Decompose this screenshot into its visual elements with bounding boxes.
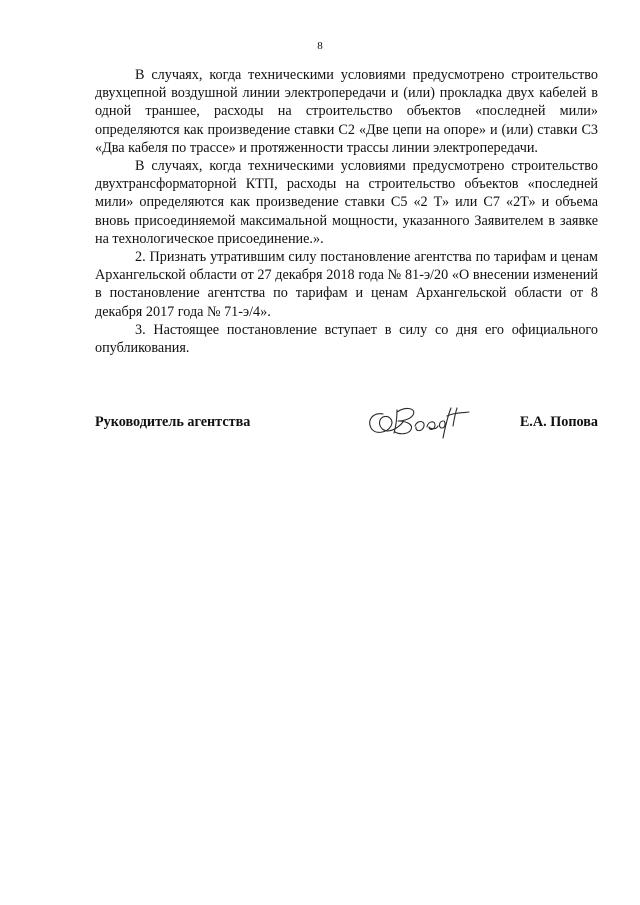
- paragraph-two-transformer-ktp: В случаях, когда техническими условиями предусмотрено строительство двухтрансформаторной КТП, расходы на строительство объектов «последней мили» определяются как произведение ставки С5 «2 Т» или С7 «2Т» и объема вновь присоединяемой максимальной мощности, указанного Заявителем в заявке на технологическое присоединение.».: [95, 158, 598, 247]
- page-number: 8: [317, 40, 323, 52]
- signer-name: Е.А. Попова: [519, 414, 598, 430]
- signature-block: [95, 400, 598, 450]
- paragraph-item-3-effective: 3. Настоящее постановление вступает в силу со дня его официального опубликования.: [95, 321, 598, 357]
- document-body: [95, 66, 598, 357]
- signer-title: Руководитель агентства: [95, 414, 251, 430]
- paragraph-double-circuit-line: В случаях, когда техническими условиями предусмотрено строительство двухцепной воздушной линии электропередачи и (или) прокладка двух кабелей в одной траншее, расходы на строительство объектов «последней мили» определяются как произведение ставки С2 «Две цепи на опоре» и (или) ставки С3 «Два кабеля по трассе» и протяженности трассы линии электропередачи.: [95, 67, 598, 156]
- paragraph-item-2-repeal: 2. Признать утратившим силу постановление агентства по тарифам и ценам Архангельской области от 27 декабря 2018 года № 81-э/20 «О внесении изменений в постановление агентства по тарифам и ценам Архангельской области от 8 декабря 2017 года № 71-э/4».: [95, 249, 598, 320]
- handwritten-signature: [363, 400, 481, 442]
